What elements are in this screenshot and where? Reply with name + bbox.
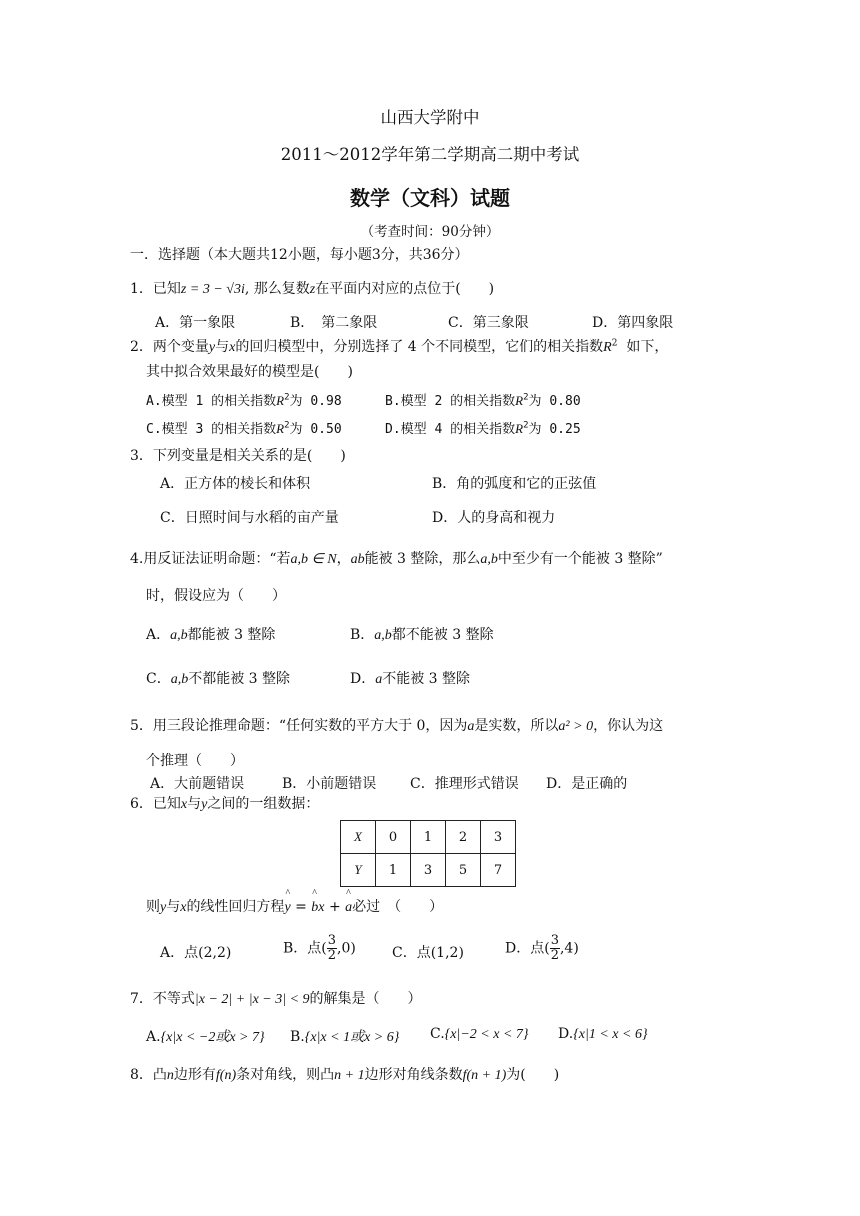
question-6-stem: 6．已知x与y之间的一组数据：	[130, 796, 320, 812]
question-4-stem-line2: 时，假设应为（ ）	[146, 588, 286, 604]
section-heading: 一．选择题（本大题共12小题，每小题3分，共36分）	[130, 247, 469, 263]
question-8-stem: 8．凸n边形有f(n)条对角线，则凸n + 1边形对角线条数f(n + 1)为( )	[130, 1067, 560, 1083]
table-cell: 3	[411, 854, 446, 887]
table-cell: 1	[376, 854, 411, 887]
question-7-option-b: B.{x|x < 1或x > 6}	[290, 1029, 400, 1045]
question-6-option-c: C．点(1,2)	[392, 945, 464, 961]
question-5-stem: 5．用三段论推理命题：“任何实数的平方大于 0，因为a是实数，所以a² > 0，你认为这	[130, 718, 664, 734]
question-2-option-a: A.模型 1 的相关指数$R^2$为 0.98	[146, 392, 342, 409]
question-2-stem-line2: 其中拟合效果最好的模型是( )	[146, 364, 353, 380]
table-cell: Y	[341, 854, 376, 887]
question-1-option-d: D．第四象限	[592, 315, 674, 331]
question-5-option-b: B．小前题错误	[282, 776, 377, 792]
question-3-option-d: D．人的身高和视力	[432, 510, 556, 526]
question-1-stem: 1．已知z = 3 − √3i, 那么复数z在平面内对应的点位于( )	[130, 281, 495, 297]
question-6-option-b: B．点( $\frac{3}{2}$ ,0)	[283, 933, 356, 963]
question-7-stem: 7．不等式|x − 2| + |x − 3| < 9的解集是（ ）	[130, 991, 422, 1007]
question-3-option-c: C．日照时间与水稻的亩产量	[160, 510, 339, 526]
table-cell: X	[341, 821, 376, 854]
question-4-option-b: B．a,b都不能被 3 整除	[350, 627, 494, 643]
table-cell: 7	[481, 854, 516, 887]
question-2-stem: 2．两个变量y与x的回归模型中，分别选择了 4 个不同模型，它们的相关指数$R^2$ 如下，	[130, 338, 669, 355]
question-3-option-b: B．角的弧度和它的正弦值	[432, 476, 597, 492]
table-cell: 2	[446, 821, 481, 854]
question-7-option-c: C.{x|−2 < x < 7}	[430, 1026, 529, 1042]
table-cell: 5	[446, 854, 481, 887]
question-2-option-b: B.模型 2 的相关指数$R^2$为 0.80	[385, 392, 581, 409]
question-4-option-d: D．a不能被 3 整除	[350, 671, 471, 687]
exam-title: 2011～2012学年第二学期高二期中考试	[280, 145, 580, 164]
question-5-stem-line2: 个推理（ ）	[146, 753, 244, 769]
table-cell: 0	[376, 821, 411, 854]
question-4-stem: 4.用反证法证明命题：“若a,b ∈ N，ab能被 3 整除，那么a,b中至少有一个能被 3 整除”	[130, 551, 663, 567]
school-name: 山西大学附中	[380, 108, 480, 127]
question-1-option-b: B． 第二象限	[290, 315, 378, 331]
question-5-option-d: D．是正确的	[546, 776, 628, 792]
question-2-option-d: D.模型 4 的相关指数$R^2$为 0.25	[385, 420, 581, 437]
question-3-stem: 3．下列变量是相关关系的是( )	[130, 448, 346, 464]
question-6-option-d: D．点( $\frac{3}{2}$ ,4)	[505, 933, 579, 963]
question-7-option-d: D.{x|1 < x < 6}	[558, 1026, 648, 1042]
question-5-option-c: C．推理形式错误	[410, 776, 519, 792]
question-4-option-a: A．a,b都能被 3 整除	[146, 627, 276, 643]
table-cell: 1	[411, 821, 446, 854]
data-table	[340, 820, 516, 887]
exam-time: （考查时间：90分钟）	[360, 224, 500, 240]
question-1-option-c: C．第三象限	[448, 315, 529, 331]
subject-title: 数学（文科）试题	[350, 186, 510, 210]
question-1-option-a: A．第一象限	[155, 315, 236, 331]
question-5-option-a: A．大前题错误	[150, 776, 245, 792]
table-cell: 3	[481, 821, 516, 854]
table-row	[341, 854, 516, 887]
question-6-stem-line2: 则y与x的线性回归方程^ y = ^ bx + ^ a必过 （ ）	[146, 896, 443, 916]
question-4-option-c: C．a,b不都能被 3 整除	[146, 671, 291, 687]
question-3-option-a: A．正方体的棱长和体积	[160, 476, 311, 492]
question-2-option-c: C.模型 3 的相关指数$R^2$为 0.50	[146, 420, 342, 437]
table-row	[341, 821, 516, 854]
question-6-option-a: A．点(2,2)	[160, 945, 232, 961]
question-7-option-a: A.{x|x < −2或x > 7}	[146, 1029, 265, 1045]
